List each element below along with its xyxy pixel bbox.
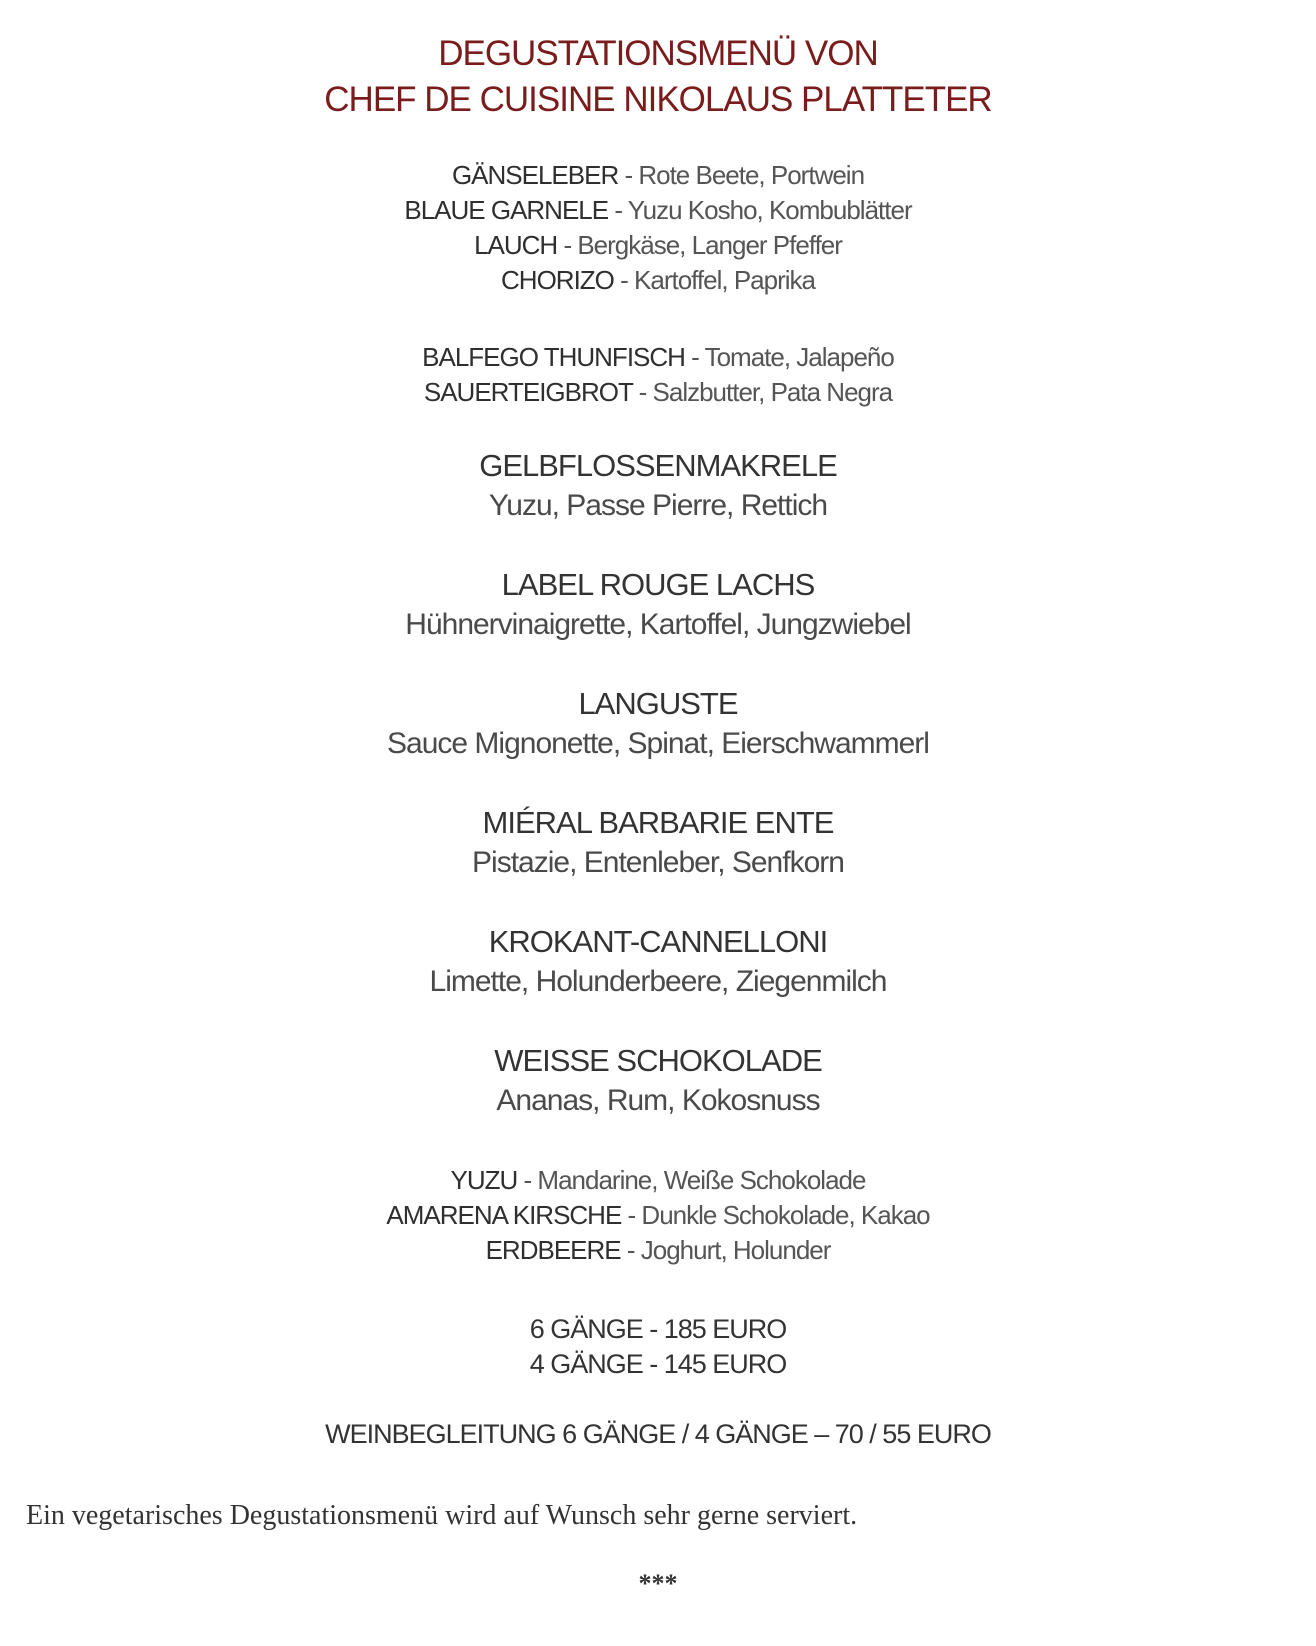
petit-four-description: Joghurt, Holunder (640, 1235, 831, 1265)
course-description: Limette, Holunderbeere, Ziegenmilch (429, 965, 887, 998)
starter-item-separator: - (684, 342, 705, 372)
price-four-courses: 4 GÄNGE - 145 EURO (529, 1349, 787, 1379)
petit-fours-list (0, 1163, 1316, 1268)
course (0, 803, 1316, 883)
petit-four-name: ERDBEERE (485, 1235, 621, 1265)
starter-list (0, 340, 1316, 410)
petit-four-separator: - (620, 1235, 641, 1265)
course (0, 565, 1316, 645)
course (0, 922, 1316, 1002)
petit-four-item (0, 1163, 1316, 1198)
amuse-item-description: Kartoffel, Paprika (634, 265, 815, 295)
starter-item-description: Salzbutter, Pata Negra (652, 377, 893, 407)
vegetarian-note: Ein vegetarisches Degustationsmenü wird auf Wunsch sehr gerne serviert. (26, 1500, 858, 1531)
amuse-item-name: BLAUE GARNELE (404, 195, 609, 225)
amuse-bouche-list (0, 158, 1316, 298)
amuse-item-name: CHORIZO (501, 265, 614, 295)
course (0, 1041, 1316, 1121)
amuse-item (0, 193, 1316, 228)
course-name: WEISSE SCHOKOLADE (494, 1043, 822, 1078)
amuse-item-separator: - (613, 265, 635, 295)
amuse-item (0, 228, 1316, 263)
amuse-item-separator: - (608, 195, 628, 225)
course-name: KROKANT-CANNELLONI (488, 924, 828, 959)
course-name: LANGUSTE (578, 686, 738, 721)
course-description: Sauce Mignonette, Spinat, Eierschwammerl (387, 727, 929, 760)
amuse-item (0, 158, 1316, 193)
petit-four-description: Dunkle Schokolade, Kakao (641, 1200, 930, 1230)
section-separator: *** (638, 1569, 678, 1598)
starter-item-description: Tomate, Jalapeño (704, 342, 894, 372)
petit-four-description: Mandarine, Weiße Schokolade (537, 1165, 866, 1195)
petit-four-name: AMARENA KIRSCHE (386, 1200, 622, 1230)
menu-title-line-2: CHEF DE CUISINE NIKOLAUS PLATTETER (324, 80, 992, 119)
amuse-item-description: Bergkäse, Langer Pfeffer (577, 230, 842, 260)
starter-item-name: SAUERTEIGBROT (423, 377, 633, 407)
menu-title-line-1: DEGUSTATIONSMENÜ VON (438, 34, 878, 73)
starter-item-separator: - (632, 377, 653, 407)
course-description: Ananas, Rum, Kokosnuss (496, 1084, 820, 1117)
course-description: Yuzu, Passe Pierre, Rettich (488, 489, 828, 522)
amuse-item-name: GÄNSELEBER (451, 160, 619, 190)
price-list (0, 1312, 1316, 1382)
amuse-item-name: LAUCH (474, 230, 558, 260)
amuse-item (0, 263, 1316, 298)
course (0, 446, 1316, 526)
petit-four-item (0, 1198, 1316, 1233)
starter-item (0, 375, 1316, 410)
petit-four-item (0, 1233, 1316, 1268)
course-description: Pistazie, Entenleber, Senfkorn (472, 846, 844, 879)
course-name: LABEL ROUGE LACHS (501, 567, 815, 602)
amuse-item-description: Rote Beete, Portwein (638, 160, 865, 190)
price-six-courses: 6 GÄNGE - 185 EURO (529, 1314, 787, 1344)
course-name: GELBFLOSSENMAKRELE (479, 448, 837, 483)
amuse-item-description: Yuzu Kosho, Kombublätter (627, 195, 912, 225)
amuse-item-separator: - (557, 230, 578, 260)
amuse-item-separator: - (618, 160, 639, 190)
wine-pairing-price: WEINBEGLEITUNG 6 GÄNGE / 4 GÄNGE – 70 / 55 EURO (325, 1419, 991, 1449)
course-name: MIÉRAL BARBARIE ENTE (482, 805, 834, 840)
course-description: Hühnervinaigrette, Kartoffel, Jungzwiebel (405, 608, 911, 641)
petit-four-separator: - (621, 1200, 642, 1230)
petit-four-separator: - (517, 1165, 538, 1195)
course (0, 684, 1316, 764)
starter-item (0, 340, 1316, 375)
starter-item-name: BALFEGO THUNFISCH (422, 342, 685, 372)
petit-four-name: YUZU (450, 1165, 518, 1195)
